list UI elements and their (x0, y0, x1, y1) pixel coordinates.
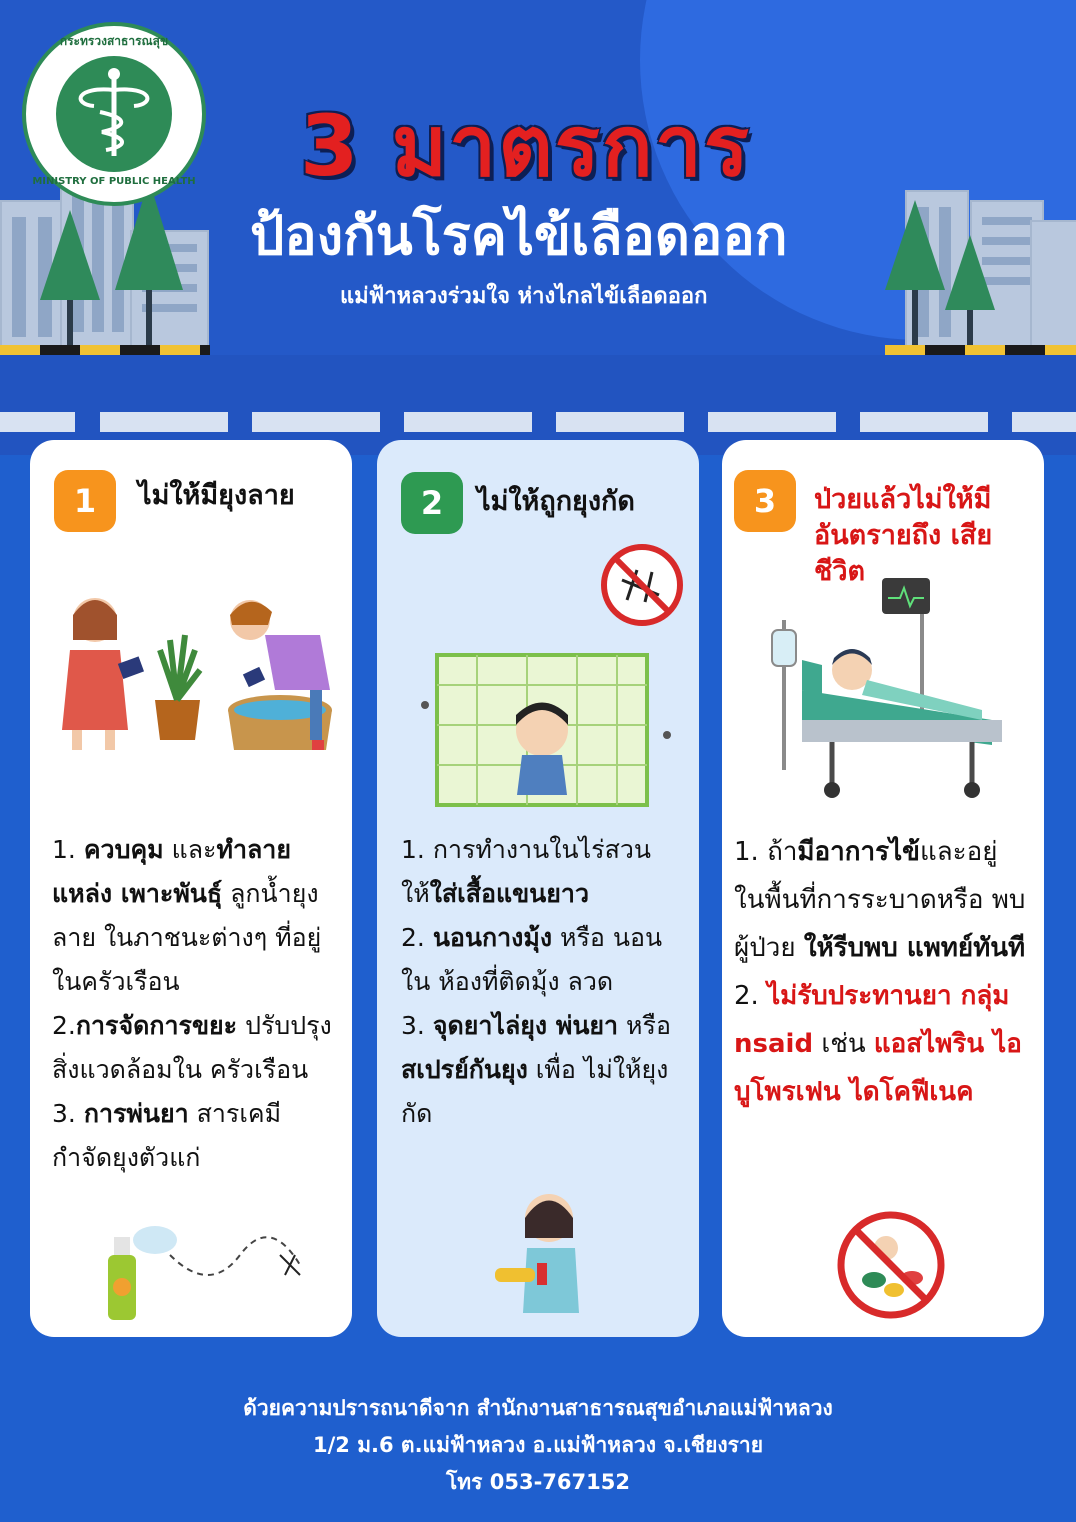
road-dash (1012, 412, 1076, 432)
measure-item: 2. ไม่รับประทานยา กลุ่ม nsaid เช่น แอสไพริน ไอบูโพรเฟน ไดโคฟีเนค (734, 981, 1022, 1107)
kids-emptying-water-illustration (50, 590, 340, 760)
no-mosquito-icon (597, 540, 687, 630)
logo-text-top: กระทรวงสาธารณสุข (59, 34, 169, 48)
measure-item: 1. การทำงานในไร่สวน ให้ใส่เสื้อแขนยาว (401, 835, 651, 908)
road-dash (404, 412, 532, 432)
page-subtitle: ป้องกันโรคไข้เลือดออก (250, 204, 788, 267)
road-dash (252, 412, 380, 432)
footer-line-1: ด้วยความปรารถนาดีจาก สำนักงานสาธารณสุขอำเภอแม่ฟ้าหลวง (243, 1396, 833, 1420)
tree-left-1 (40, 210, 100, 300)
page-title: 3 มาตรการ (300, 97, 752, 195)
measure-item: 3. การพ่นยา สารเคมี กำจัดยุงตัวแก่ (52, 1099, 282, 1172)
insect-spray-illustration (100, 1215, 310, 1325)
tree-right-2 (945, 235, 995, 310)
road-dash (708, 412, 836, 432)
measure-item: 2.การจัดการขยะ ปรับปรุงสิ่งแวดล้อมใน ครัวเรือน (52, 1011, 332, 1084)
measure-item: 1. ควบคุม และทำลาย แหล่ง เพาะพันธุ์ ลูกน้ำยุงลาย ในภาชนะต่างๆ ที่อยู่ในครัวเรือน (52, 835, 322, 996)
measure-number-badge: 2 (401, 472, 463, 534)
measure-card-3 (722, 440, 1044, 1337)
road-dash (0, 412, 75, 432)
ministry-logo (22, 22, 206, 206)
measure-items (734, 828, 1034, 1116)
tree-right-1 (885, 200, 945, 290)
logo-text-bottom: MINISTRY OF PUBLIC HEALTH (32, 176, 196, 187)
measure-title: ไม่ให้ถูกยุงกัด (477, 486, 635, 517)
logo-emblem (56, 56, 172, 172)
measure-item: 3. จุดยาไล่ยุง พ่นยา หรือสเปรย์กันยุง เพื่อ ไม่ให้ยุงกัด (401, 1011, 671, 1128)
caduceus-icon (56, 56, 172, 172)
measure-card-2 (377, 440, 699, 1337)
measure-title: ป่วยแล้วไม่ให้มี อันตรายถึง เสีย ชีวิต (814, 484, 993, 587)
no-nsaid-pills-icon (834, 1208, 949, 1323)
measure-items (401, 828, 686, 1136)
footer-line-2: 1/2 ม.6 ต.แม่ฟ้าหลวง อ.แม่ฟ้าหลวง จ.เชียงราย (312, 1433, 763, 1457)
mosquito-net-illustration (417, 645, 677, 820)
child-applying-repellent-illustration (487, 1188, 607, 1318)
building-right-3 (1030, 220, 1076, 354)
measure-item: 2. นอนกางมุ้ง หรือ นอนใน ห้องที่ติดมุ้ง ลวด (401, 923, 663, 996)
road-dash (556, 412, 684, 432)
hospital-bed-patient-illustration (762, 570, 1022, 805)
footer-phone: โทร 053-767152 (446, 1470, 630, 1494)
road-dash (100, 412, 228, 432)
road-dash (860, 412, 988, 432)
page-tagline: แม่ฟ้าหลวงร่วมใจ ห่างไกลไข้เลือดออก (340, 284, 708, 309)
measure-item: 1. ถ้ามีอาการไข้และอยู่ ในพื้นที่การระบาดหรือ พบผู้ป่วย ให้รีบพบ แพทย์ทันที (734, 837, 1026, 963)
measure-number-badge: 1 (54, 470, 116, 532)
measure-title: ไม่ให้มียุงลาย (138, 480, 295, 511)
measure-card-1 (30, 440, 352, 1337)
measure-number-badge: 3 (734, 470, 796, 532)
measure-items (52, 828, 337, 1180)
